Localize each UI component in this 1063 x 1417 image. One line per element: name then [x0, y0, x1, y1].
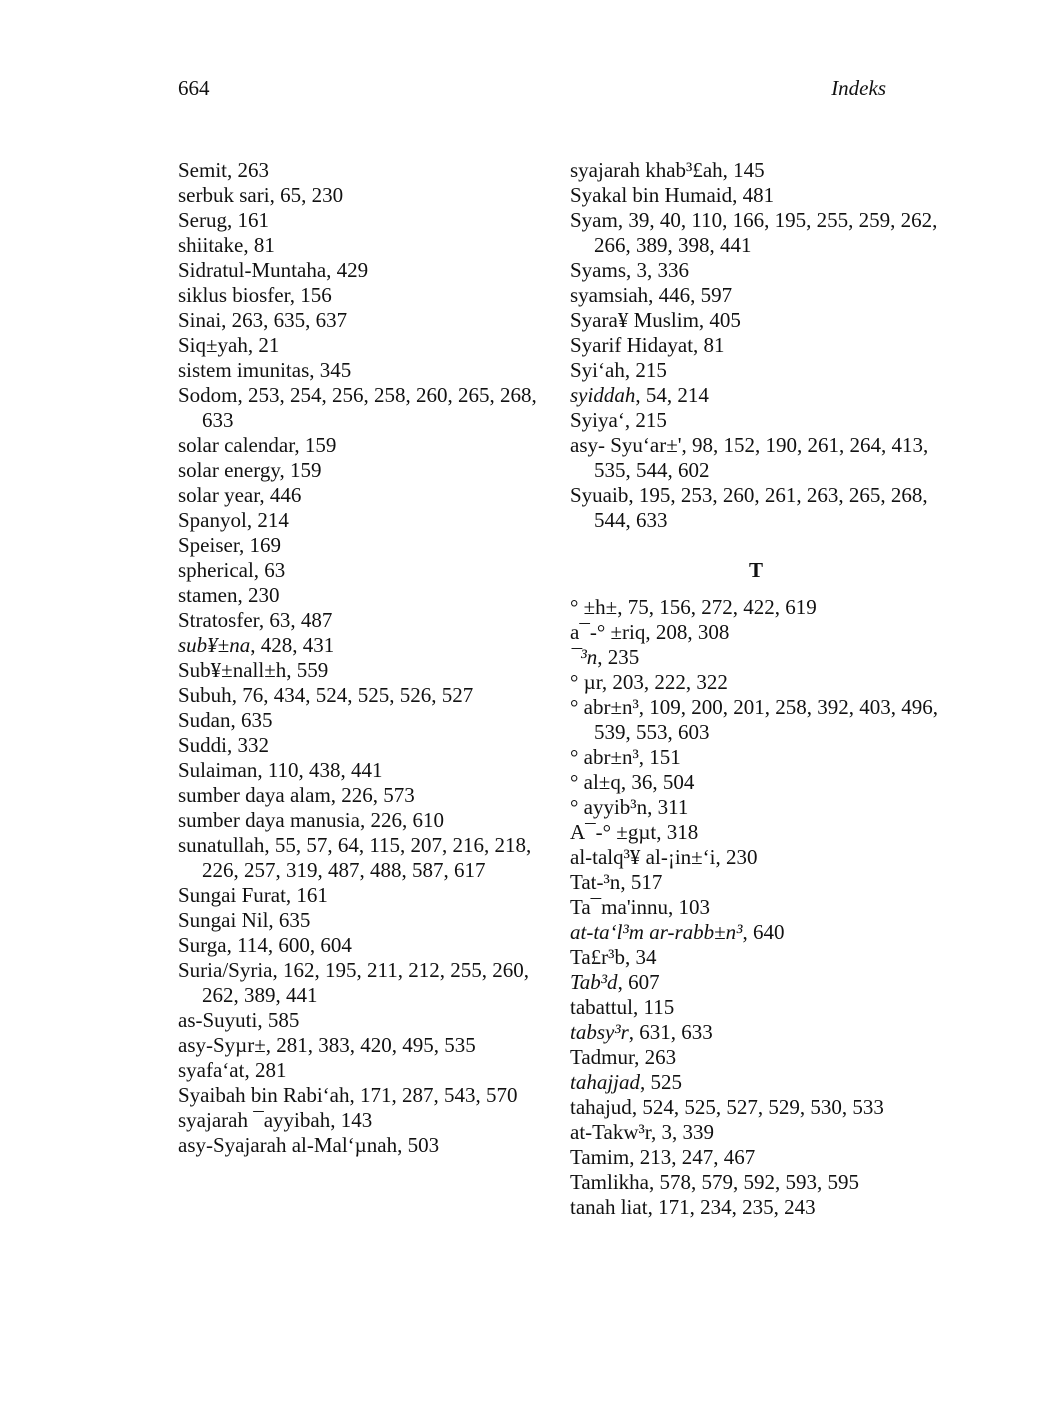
index-entry: syamsiah, 446, 597: [570, 283, 733, 307]
index-term: Syakal bin Humaid: [570, 183, 733, 207]
index-entry: solar energy, 159: [178, 458, 322, 482]
page-number: 664: [178, 76, 210, 100]
page-refs: 3, 336: [636, 258, 690, 282]
index-term: Syiya‘: [570, 408, 625, 432]
index-term: Sinai: [178, 308, 222, 332]
page-refs: 230: [726, 845, 758, 869]
page-refs: 517: [630, 870, 663, 894]
index-entry: Sinai, 263, 635, 637: [178, 308, 348, 332]
index-term: Tamim: [570, 1145, 630, 1169]
index-term: spherical: [178, 558, 254, 582]
page-refs: 230: [247, 583, 280, 607]
index-entry: spherical, 63: [178, 558, 286, 582]
index-group-t: [570, 595, 942, 1220]
index-term: Sodom: [178, 383, 238, 407]
page-refs: 81: [703, 333, 725, 357]
page-refs: 55, 57, 64, 115, 207, 216, 218, 226, 257, 319, 487, 488, 587, 617: [202, 833, 532, 882]
index-term: asy-Syµr±: [178, 1033, 266, 1057]
index-entry: Syi‘ah, 215: [570, 358, 667, 382]
page-refs: 428, 431: [260, 633, 335, 657]
index-entry: Sudan, 635: [178, 708, 273, 732]
index-term: Sungai Nil: [178, 908, 269, 932]
page-refs: 3, 339: [661, 1120, 714, 1144]
page-refs: 39, 40, 110, 166, 195, 255, 259, 262, 266, 389, 398, 441: [594, 208, 938, 257]
index-term: siklus biosfer: [178, 283, 290, 307]
index-group-s: [570, 158, 942, 533]
index-entry: at-Takw³r, 3, 339: [570, 1120, 714, 1144]
running-title: Indeks: [831, 76, 886, 100]
index-entry: Syakal bin Humaid, 481: [570, 183, 775, 207]
index-term: Spanyol: [178, 508, 247, 532]
page-refs: 524, 525, 527, 529, 530, 533: [642, 1095, 884, 1119]
index-term: ° ayyib³n: [570, 795, 648, 819]
page-refs: 525: [650, 1070, 683, 1094]
index-term: ° abr±n³: [570, 695, 639, 719]
index-column-right: [570, 158, 942, 1220]
index-entry: Surga, 114, 600, 604: [178, 933, 352, 957]
page-refs: 65, 230: [280, 183, 344, 207]
index-entry: sunatullah, 55, 57, 64, 115, 207, 216, 218, 226, 257, 319, 487, 488, 587, 617: [178, 833, 532, 882]
index-entry: Siq±yah, 21: [178, 333, 280, 357]
index-term: Syams: [570, 258, 627, 282]
index-entry: tabsy³r, 631, 633: [570, 1020, 713, 1044]
index-term: solar year: [178, 483, 260, 507]
page-refs: 169: [249, 533, 281, 557]
index-entry: sub¥±na, 428, 431: [178, 633, 335, 657]
index-entry: Speiser, 169: [178, 533, 281, 557]
index-entry: Stratosfer, 63, 487: [178, 608, 333, 632]
page-refs: 98, 152, 190, 261, 264, 413, 535, 544, 602: [594, 433, 929, 482]
index-entry: syajarah khab³£ah, 145: [570, 158, 765, 182]
index-term: syajarah ¯ayyibah: [178, 1108, 331, 1132]
index-entry: ° ayyib³n, 311: [570, 795, 689, 819]
index-term: Sub¥±nall±h: [178, 658, 287, 682]
index-entry: syajarah ¯ayyibah, 143: [178, 1108, 373, 1132]
index-term: Serug: [178, 208, 227, 232]
page-refs: 159: [304, 433, 337, 457]
page-refs: 143: [340, 1108, 373, 1132]
index-entry: tahajjad, 525: [570, 1070, 683, 1094]
page-refs: 213, 247, 467: [639, 1145, 756, 1169]
index-entry: asy-Syajarah al-Mal‘µnah, 503: [178, 1133, 440, 1157]
index-term: Syam: [570, 208, 618, 232]
page-refs: 235: [607, 645, 640, 669]
index-term: Semit: [178, 158, 228, 182]
index-term: sumber daya manusia: [178, 808, 360, 832]
index-entry: Tab³d, 607: [570, 970, 660, 994]
index-entry: Ta£r³b, 34: [570, 945, 657, 969]
page-refs: 559: [296, 658, 329, 682]
index-term: sistem imunitas: [178, 358, 310, 382]
index-entry: syiddah, 54, 214: [570, 383, 709, 407]
index-term: Ta¯ma'innu: [570, 895, 668, 919]
index-entry: Sulaiman, 110, 438, 441: [178, 758, 383, 782]
index-term: tabattul: [570, 995, 633, 1019]
index-entry: Syuaib, 195, 253, 260, 261, 263, 265, 268, 544, 633: [570, 483, 928, 532]
page-refs: 263: [644, 1045, 677, 1069]
index-entry: tanah liat, 171, 234, 235, 243: [570, 1195, 816, 1219]
index-term: tabsy³r: [570, 1020, 629, 1044]
index-term: Sungai Furat: [178, 883, 286, 907]
page-refs: 214: [257, 508, 289, 532]
page-refs: 503: [407, 1133, 440, 1157]
page-refs: 226, 573: [341, 783, 415, 807]
page-refs: 156: [300, 283, 332, 307]
index-entry: sumber daya alam, 226, 573: [178, 783, 415, 807]
index-entry: Syams, 3, 336: [570, 258, 690, 282]
index-entry: Semit, 263: [178, 158, 270, 182]
page-refs: 159: [289, 458, 322, 482]
page-refs: 114, 600, 604: [237, 933, 352, 957]
page-refs: 226, 610: [370, 808, 444, 832]
index-term: ° µr: [570, 670, 602, 694]
index-entry: al-talq³¥ al-¡in±‘i, 230: [570, 845, 758, 869]
index-entry: syafa‘at, 281: [178, 1058, 287, 1082]
index-term: Syuaib: [570, 483, 629, 507]
index-term: tahajud: [570, 1095, 632, 1119]
page-refs: 332: [237, 733, 270, 757]
page-refs: 263, 635, 637: [231, 308, 348, 332]
index-entry: Syam, 39, 40, 110, 166, 195, 255, 259, 262, 266, 389, 398, 441: [570, 208, 938, 257]
index-term: Tab³d: [570, 970, 618, 994]
index-entry: Suria/Syria, 162, 195, 211, 212, 255, 260, 262, 389, 441: [178, 958, 529, 1007]
index-term: at-ta‘l³m ar-rabb±n³: [570, 920, 743, 944]
index-term: Sudan: [178, 708, 231, 732]
index-entry: ° al±q, 36, 504: [570, 770, 695, 794]
index-term: tanah liat: [570, 1195, 648, 1219]
page-refs: 36, 504: [631, 770, 695, 794]
index-term: Ta£r³b: [570, 945, 625, 969]
page-refs: 215: [635, 408, 667, 432]
page-refs: 203, 222, 322: [612, 670, 728, 694]
index-term: Tamlikha: [570, 1170, 650, 1194]
index-entry: Serug, 161: [178, 208, 269, 232]
index-term: Subuh: [178, 683, 232, 707]
index-entry: solar year, 446: [178, 483, 302, 507]
index-term: Tat-³n: [570, 870, 621, 894]
page-refs: 318: [666, 820, 699, 844]
index-entry: a¯-° ±riq, 208, 308: [570, 620, 730, 644]
index-term: ° ±h±: [570, 595, 618, 619]
page-refs: 263: [237, 158, 270, 182]
index-entry: Syaibah bin Rabi‘ah, 171, 287, 543, 570: [178, 1083, 518, 1107]
index-entry: Tadmur, 263: [570, 1045, 677, 1069]
index-entry: shiitake, 81: [178, 233, 275, 257]
index-term: Sidratul-Muntaha: [178, 258, 327, 282]
page-refs: 109, 200, 201, 258, 392, 403, 496, 539, 553, 603: [594, 695, 939, 744]
index-term: syafa‘at: [178, 1058, 245, 1082]
index-entry: ° abr±n³, 151: [570, 745, 681, 769]
index-entry: Syara¥ Muslim, 405: [570, 308, 741, 332]
index-term: stamen: [178, 583, 238, 607]
page-refs: 195, 253, 260, 261, 263, 265, 268, 544, 633: [594, 483, 928, 532]
index-term: Syarif Hidayat: [570, 333, 694, 357]
page-refs: 151: [649, 745, 681, 769]
page-refs: 63, 487: [269, 608, 333, 632]
index-entry: Ta¯ma'innu, 103: [570, 895, 710, 919]
index-entry: tahajud, 524, 525, 527, 529, 530, 533: [570, 1095, 884, 1119]
page-refs: 345: [319, 358, 352, 382]
page-refs: 76, 434, 524, 525, 526, 527: [242, 683, 474, 707]
index-entry: Spanyol, 214: [178, 508, 289, 532]
index-entry: Sub¥±nall±h, 559: [178, 658, 329, 682]
page-refs: 635: [278, 908, 311, 932]
index-entry: Sidratul-Muntaha, 429: [178, 258, 369, 282]
section-letter: T: [748, 558, 763, 582]
index-term: Syaibah bin Rabi‘ah: [178, 1083, 350, 1107]
index-entry: stamen, 230: [178, 583, 280, 607]
page-refs: 481: [742, 183, 775, 207]
index-term: at-Takw³r: [570, 1120, 651, 1144]
page-refs: 311: [657, 795, 689, 819]
page-refs: 110, 438, 441: [267, 758, 383, 782]
page-refs: 54, 214: [645, 383, 709, 407]
index-entry: sumber daya manusia, 226, 610: [178, 808, 444, 832]
index-entry: tabattul, 115: [570, 995, 675, 1019]
page-refs: 161: [296, 883, 328, 907]
index-term: serbuk sari: [178, 183, 270, 207]
index-term: ° abr±n³: [570, 745, 639, 769]
index-term: ° al±q: [570, 770, 621, 794]
index-entry: Syiya‘, 215: [570, 408, 667, 432]
page-refs: 81: [253, 233, 275, 257]
page-refs: 585: [267, 1008, 300, 1032]
page-refs: 281, 383, 420, 495, 535: [276, 1033, 476, 1057]
index-term: Siq±yah: [178, 333, 248, 357]
page-refs: 161: [237, 208, 269, 232]
page-refs: 578, 579, 592, 593, 595: [659, 1170, 860, 1194]
page-refs: 281: [254, 1058, 287, 1082]
page-refs: 640: [752, 920, 785, 944]
index-entry: Suddi, 332: [178, 733, 270, 757]
page-refs: 635: [241, 708, 273, 732]
index-entry: ¯³n, 235: [570, 645, 640, 669]
index-entry: Subuh, 76, 434, 524, 525, 526, 527: [178, 683, 474, 707]
index-entry: asy-Syµr±, 281, 383, 420, 495, 535: [178, 1033, 476, 1057]
page-refs: 115: [643, 995, 675, 1019]
index-term: asy- Syu‘ar±': [570, 433, 682, 457]
index-entry: serbuk sari, 65, 230: [178, 183, 344, 207]
index-term: syiddah: [570, 383, 636, 407]
index-entry: at-ta‘l³m ar-rabb±n³, 640: [570, 920, 785, 944]
index-term: Suddi: [178, 733, 228, 757]
index-term: A¯-° ±gµt: [570, 820, 657, 844]
page-refs: 607: [628, 970, 660, 994]
index-term: solar energy: [178, 458, 280, 482]
index-entry: Tamim, 213, 247, 467: [570, 1145, 756, 1169]
page-refs: 34: [635, 945, 657, 969]
index-entry: ° abr±n³, 109, 200, 201, 258, 392, 403, 496, 539, 553, 603: [570, 695, 939, 744]
page-refs: 446, 597: [658, 283, 733, 307]
index-term: Tadmur: [570, 1045, 635, 1069]
index-term: Syi‘ah: [570, 358, 625, 382]
index-term: Stratosfer: [178, 608, 259, 632]
page-refs: 429: [336, 258, 369, 282]
index-term: syajarah khab³£ah: [570, 158, 723, 182]
index-column-left: [178, 158, 550, 1158]
page-refs: 253, 254, 256, 258, 260, 265, 268, 633: [202, 383, 537, 432]
index-entry: ° µr, 203, 222, 322: [570, 670, 728, 694]
index-entry: solar calendar, 159: [178, 433, 337, 457]
page-refs: 171, 287, 543, 570: [359, 1083, 518, 1107]
index-entry: Sungai Nil, 635: [178, 908, 311, 932]
page-refs: 145: [733, 158, 765, 182]
index-term: Sulaiman: [178, 758, 258, 782]
index-term: a¯-° ±riq: [570, 620, 646, 644]
page-refs: 208, 308: [655, 620, 730, 644]
index-term: Speiser: [178, 533, 239, 557]
page-refs: 171, 234, 235, 243: [658, 1195, 816, 1219]
index-term: asy-Syajarah al-Mal‘µnah: [178, 1133, 398, 1157]
index-entry: Sungai Furat, 161: [178, 883, 328, 907]
index-entry: Tat-³n, 517: [570, 870, 663, 894]
index-term: tahajjad: [570, 1070, 641, 1094]
index-term: Suria/Syria: [178, 958, 273, 982]
index-term: Syara¥ Muslim: [570, 308, 699, 332]
page-refs: 75, 156, 272, 422, 619: [627, 595, 817, 619]
index-term: Surga: [178, 933, 227, 957]
index-entry: asy- Syu‘ar±', 98, 152, 190, 261, 264, 413, 535, 544, 602: [570, 433, 929, 482]
index-entry: siklus biosfer, 156: [178, 283, 332, 307]
index-entry: A¯-° ±gµt, 318: [570, 820, 699, 844]
page-refs: 631, 633: [639, 1020, 713, 1044]
index-term: sub¥±na: [178, 633, 251, 657]
index-term: al-talq³¥ al-¡in±‘i: [570, 845, 716, 869]
index-entry: Tamlikha, 578, 579, 592, 593, 595: [570, 1170, 860, 1194]
index-term: ¯³n: [570, 645, 598, 669]
index-term: solar calendar: [178, 433, 295, 457]
page-refs: 21: [258, 333, 280, 357]
index-entry: ° ±h±, 75, 156, 272, 422, 619: [570, 595, 817, 619]
index-entry: Syarif Hidayat, 81: [570, 333, 725, 357]
index-term: sunatullah: [178, 833, 265, 857]
index-term: as-Suyuti: [178, 1008, 258, 1032]
page-refs: 405: [709, 308, 741, 332]
page-refs: 162, 195, 211, 212, 255, 260, 262, 389, 441: [202, 958, 529, 1007]
index-term: sumber daya alam: [178, 783, 331, 807]
index-entry: Sodom, 253, 254, 256, 258, 260, 265, 268, 633: [178, 383, 537, 432]
index-term: syamsiah: [570, 283, 649, 307]
page-refs: 103: [678, 895, 710, 919]
index-entry: as-Suyuti, 585: [178, 1008, 300, 1032]
index-entry: sistem imunitas, 345: [178, 358, 352, 382]
index-term: shiitake: [178, 233, 244, 257]
page-refs: 63: [264, 558, 286, 582]
page-refs: 446: [269, 483, 302, 507]
page-refs: 215: [635, 358, 667, 382]
